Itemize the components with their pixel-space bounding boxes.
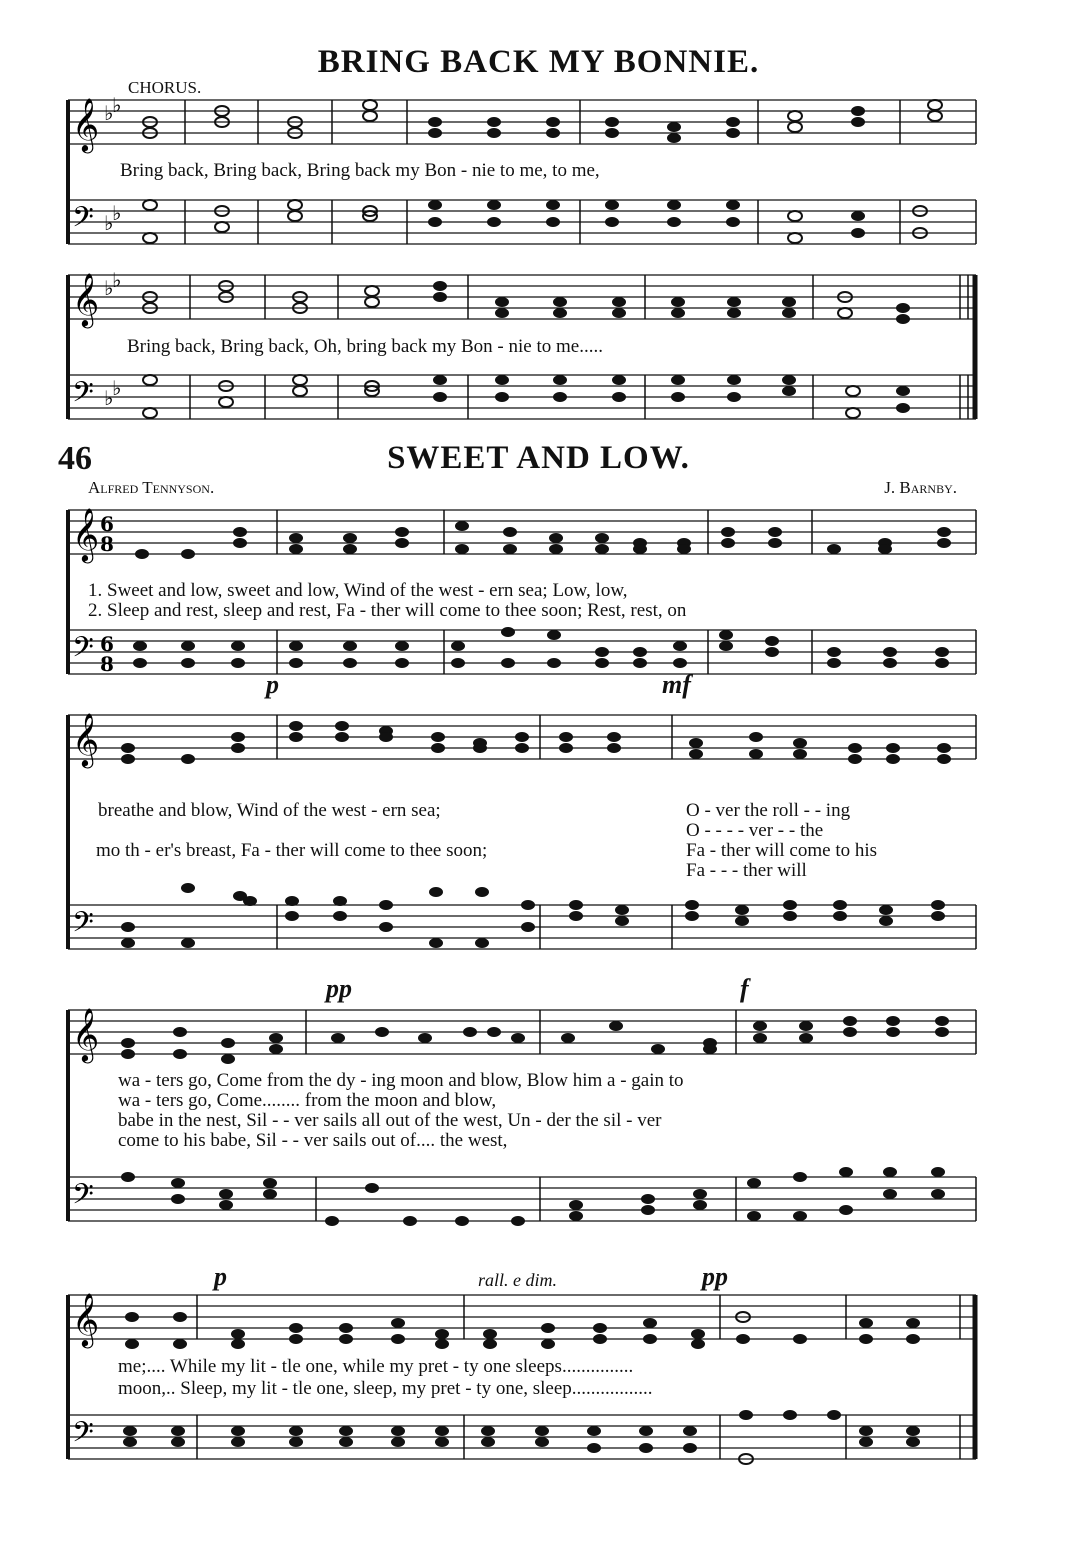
svg-text:𝄞: 𝄞	[72, 97, 100, 151]
sweet-low-s3-verse-1b: wa - ters go, Come........ from the moon and blow,	[118, 1090, 497, 1111]
svg-text:♭: ♭	[104, 386, 114, 410]
song-title-bring-back-my-bonnie: BRING BACK MY BONNIE.	[317, 44, 760, 80]
song-title-sweet-and-low: SWEET AND LOW.	[387, 440, 690, 476]
svg-text:𝄢: 𝄢	[72, 376, 94, 416]
dynamic-mf: mf	[662, 670, 691, 699]
svg-text:♭: ♭	[112, 201, 122, 225]
dynamic-pp-1: pp	[326, 974, 352, 1003]
dynamic-p-2: p	[214, 1262, 227, 1291]
sweet-low-s3-verse-1a: wa - ters go, Come from the dy - ing moon and blow, Blow him a - gain to	[118, 1070, 684, 1091]
sweet-low-s2-right-3: Fa - ther will come to his	[686, 840, 878, 861]
sweet-low-s2-verse-1: breathe and blow, Wind of the west - ern sea;	[98, 800, 441, 821]
sweet-low-s3-verse-2b: come to his babe, Sil - - ver sails out of.... the west,	[118, 1130, 508, 1151]
chorus-label: CHORUS.	[128, 78, 202, 97]
svg-text:♭: ♭	[104, 101, 114, 125]
svg-text:𝄢: 𝄢	[72, 1416, 94, 1456]
sweet-low-s2-verse-2: mo th - er's breast, Fa - ther will come to thee soon;	[96, 840, 488, 861]
sweet-low-system-4	[0, 1280, 1077, 1520]
sweet-low-s2-right-4: Fa - - - ther will	[686, 860, 807, 881]
svg-text:♭: ♭	[112, 268, 122, 292]
svg-text:6: 6	[100, 512, 114, 536]
svg-text:𝄢: 𝄢	[72, 631, 94, 671]
dynamic-rall-e-dim: rall. e dim.	[478, 1270, 557, 1290]
dynamic-p-1: p	[266, 670, 279, 699]
svg-text:𝄞: 𝄞	[72, 272, 100, 326]
sweet-low-s2-right-1: O - ver the roll - - ing	[686, 800, 851, 821]
svg-text:♭: ♭	[104, 276, 114, 300]
svg-text:♭: ♭	[104, 211, 114, 235]
svg-text:𝄞: 𝄞	[72, 1292, 100, 1346]
svg-text:𝄞: 𝄞	[72, 712, 100, 766]
lyricist: Alfred Tennyson.	[88, 478, 215, 497]
page-number: 46	[58, 440, 92, 477]
svg-text:𝄞: 𝄞	[72, 507, 100, 561]
sweet-low-s4-verse-1: me;.... While my lit - tle one, while my pret - ty one sleeps...............	[118, 1356, 634, 1377]
sweet-low-s3-verse-2a: babe in the nest, Sil - - ver sails all out of the west, Un - der the sil - ver	[118, 1110, 662, 1131]
sweet-low-s1-verse-1: 1. Sweet and low, sweet and low, Wind of the west - ern sea; Low, low,	[88, 580, 628, 601]
dynamic-f: f	[740, 974, 749, 1003]
svg-text:𝄢: 𝄢	[72, 906, 94, 946]
svg-text:8: 8	[100, 532, 114, 556]
bonnie-lyrics-line-2: Bring back, Bring back, Oh, bring back my Bon - nie to me.....	[127, 336, 603, 357]
bonnie-lyrics-line-1: Bring back, Bring back, Bring back my Bon - nie to me, to me,	[120, 160, 600, 181]
svg-text:𝄞: 𝄞	[72, 1007, 100, 1061]
svg-text:𝄢: 𝄢	[72, 201, 94, 241]
svg-text:6: 6	[100, 632, 114, 656]
sweet-low-s4-verse-2: moon,.. Sleep, my lit - tle one, sleep, my pret - ty one, sleep.................	[118, 1378, 653, 1399]
composer: J. Barnby.	[884, 478, 957, 497]
svg-text:♭: ♭	[112, 93, 122, 117]
sweet-low-s1-verse-2: 2. Sleep and rest, sleep and rest, Fa - ther will come to thee soon; Rest, rest, on	[88, 600, 687, 621]
svg-text:𝄢: 𝄢	[72, 1178, 94, 1218]
sweet-low-s2-right-2: O - - - - ver - - the	[686, 820, 824, 841]
dynamic-pp-2: pp	[702, 1262, 728, 1291]
svg-text:8: 8	[100, 652, 114, 676]
svg-text:♭: ♭	[112, 376, 122, 400]
